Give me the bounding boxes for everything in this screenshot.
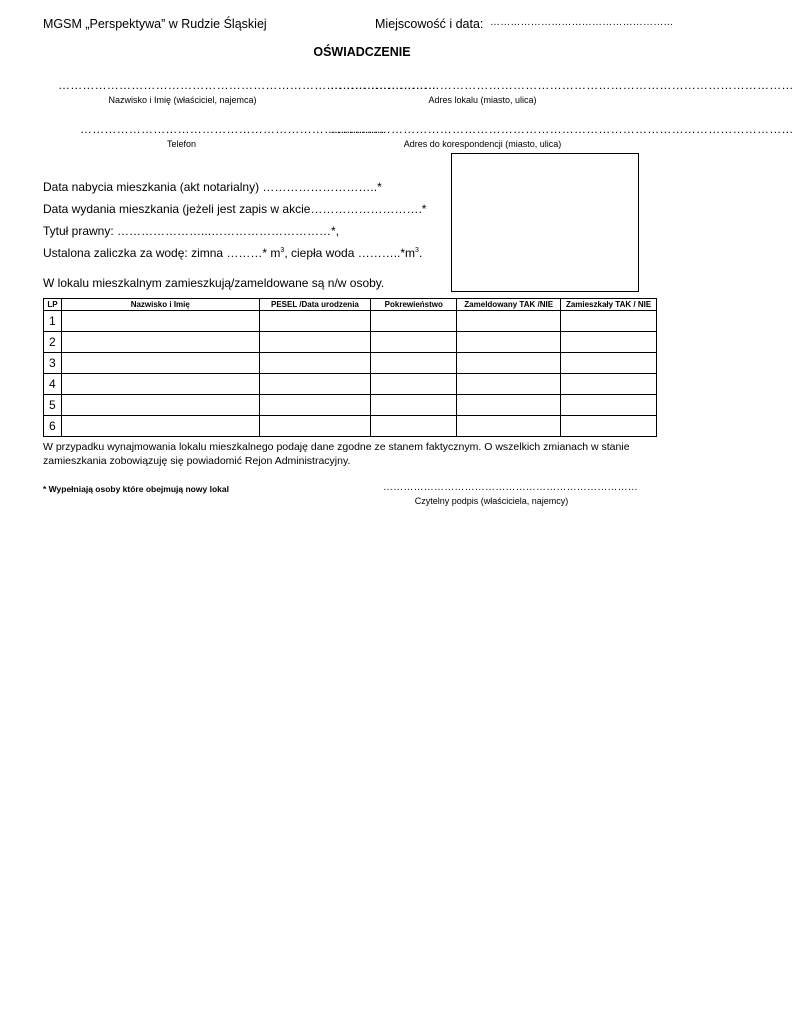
residents-table xyxy=(43,298,657,437)
cell-relation[interactable] xyxy=(371,311,457,332)
cell-pesel[interactable] xyxy=(259,332,371,353)
cell-relation[interactable] xyxy=(371,374,457,395)
cell-resident[interactable] xyxy=(561,353,657,374)
water-cold-text: Ustalona zaliczka za wodę: zimna ………* m xyxy=(43,246,281,260)
water-advance-line[interactable] xyxy=(43,246,422,260)
cubic-sup: 3 xyxy=(280,247,285,254)
cubic-sup: 3 xyxy=(415,247,419,254)
table-row xyxy=(44,332,657,353)
cell-registered[interactable] xyxy=(457,395,561,416)
correspondence-caption: Adres do korespondencji (miasto, ulica) xyxy=(403,139,562,149)
correspondence-field[interactable]: …………………………………………………………………………………………………… xyxy=(330,122,794,136)
cell-registered[interactable] xyxy=(457,416,561,437)
address-caption: Adres lokalu (miasto, ulica) xyxy=(428,95,537,105)
header-name: Nazwisko i Imię xyxy=(61,299,259,311)
cell-pesel[interactable] xyxy=(259,416,371,437)
legal-title-line[interactable]: Tytuł prawny: …………………...…………………………*, xyxy=(43,224,340,238)
cell-relation[interactable] xyxy=(371,353,457,374)
table-header-row xyxy=(44,299,657,311)
cell-registered[interactable] xyxy=(457,353,561,374)
row-number: 4 xyxy=(44,374,62,395)
stamp-box xyxy=(451,153,639,292)
cell-pesel[interactable] xyxy=(259,374,371,395)
row-number: 5 xyxy=(44,395,62,416)
signature-field[interactable]: ………………………………………………………………… xyxy=(383,482,638,493)
cell-resident[interactable] xyxy=(561,311,657,332)
name-caption: Nazwisko i Imię (właściciel, najemca) xyxy=(108,95,257,105)
table-row xyxy=(44,353,657,374)
signature-caption: Czytelny podpis (właściciela, najemcy) xyxy=(414,496,569,506)
cell-pesel[interactable] xyxy=(259,353,371,374)
table-row xyxy=(44,374,657,395)
place-date-field[interactable]: ……………………………………………… xyxy=(490,17,674,28)
residents-line: W lokalu mieszkalnym zamieszkują/zameldowane są n/w osoby. xyxy=(43,276,385,290)
purchase-date-line[interactable]: Data nabycia mieszkania (akt notarialny) ………………………..* xyxy=(43,180,382,194)
cell-pesel[interactable] xyxy=(259,395,371,416)
cell-resident[interactable] xyxy=(561,374,657,395)
cell-name[interactable] xyxy=(61,416,259,437)
table-row xyxy=(44,416,657,437)
table-row xyxy=(44,395,657,416)
water-hot-text: , ciepła woda ………..*m xyxy=(284,246,416,260)
header-registered: Zameldowany TAK /NIE xyxy=(457,299,561,311)
header-pesel: PESEL /Data urodzenia xyxy=(259,299,371,311)
cell-relation[interactable] xyxy=(371,395,457,416)
name-field[interactable]: ………………………………………………………………………………… xyxy=(58,78,437,92)
declaration-note: W przypadku wynajmowania lokalu mieszkalnego podaję dane zgodne ze stanem faktycznym. O wszelkich zmianach w stanie zamieszkania zobowiązuję się powiadomić Rejon Administracyjny. xyxy=(43,441,630,467)
phone-field[interactable]: ………………………………………………………………… xyxy=(80,122,385,136)
address-field[interactable]: …………………………………………………………………………………………………… xyxy=(330,78,794,92)
header-relation: Pokrewieństwo xyxy=(371,299,457,311)
cell-pesel[interactable] xyxy=(259,311,371,332)
row-number: 6 xyxy=(44,416,62,437)
cell-resident[interactable] xyxy=(561,395,657,416)
organization-name: MGSM „Perspektywa” w Rudzie Śląskiej xyxy=(43,17,267,31)
cell-name[interactable] xyxy=(61,311,259,332)
cell-name[interactable] xyxy=(61,332,259,353)
cell-relation[interactable] xyxy=(371,416,457,437)
cell-resident[interactable] xyxy=(561,332,657,353)
row-number: 3 xyxy=(44,353,62,374)
cell-resident[interactable] xyxy=(561,416,657,437)
row-number: 2 xyxy=(44,332,62,353)
table-row xyxy=(44,311,657,332)
header-resident: Zamieszkały TAK / NIE xyxy=(561,299,657,311)
cell-name[interactable] xyxy=(61,374,259,395)
cell-name[interactable] xyxy=(61,395,259,416)
cell-registered[interactable] xyxy=(457,332,561,353)
header-lp: LP xyxy=(44,299,62,311)
cell-registered[interactable] xyxy=(457,311,561,332)
row-number: 1 xyxy=(44,311,62,332)
cell-registered[interactable] xyxy=(457,374,561,395)
footnote: * Wypełniają osoby które obejmują nowy lokal xyxy=(43,484,229,494)
issue-date-line[interactable]: Data wydania mieszkania (jeżeli jest zapis w akcie……………………….* xyxy=(43,202,427,216)
document-title: OŚWIADCZENIE xyxy=(313,45,411,59)
place-date-label: Miejscowość i data: xyxy=(375,17,484,31)
phone-caption: Telefon xyxy=(166,139,197,149)
water-end-text: . xyxy=(418,246,423,260)
cell-relation[interactable] xyxy=(371,332,457,353)
cell-name[interactable] xyxy=(61,353,259,374)
